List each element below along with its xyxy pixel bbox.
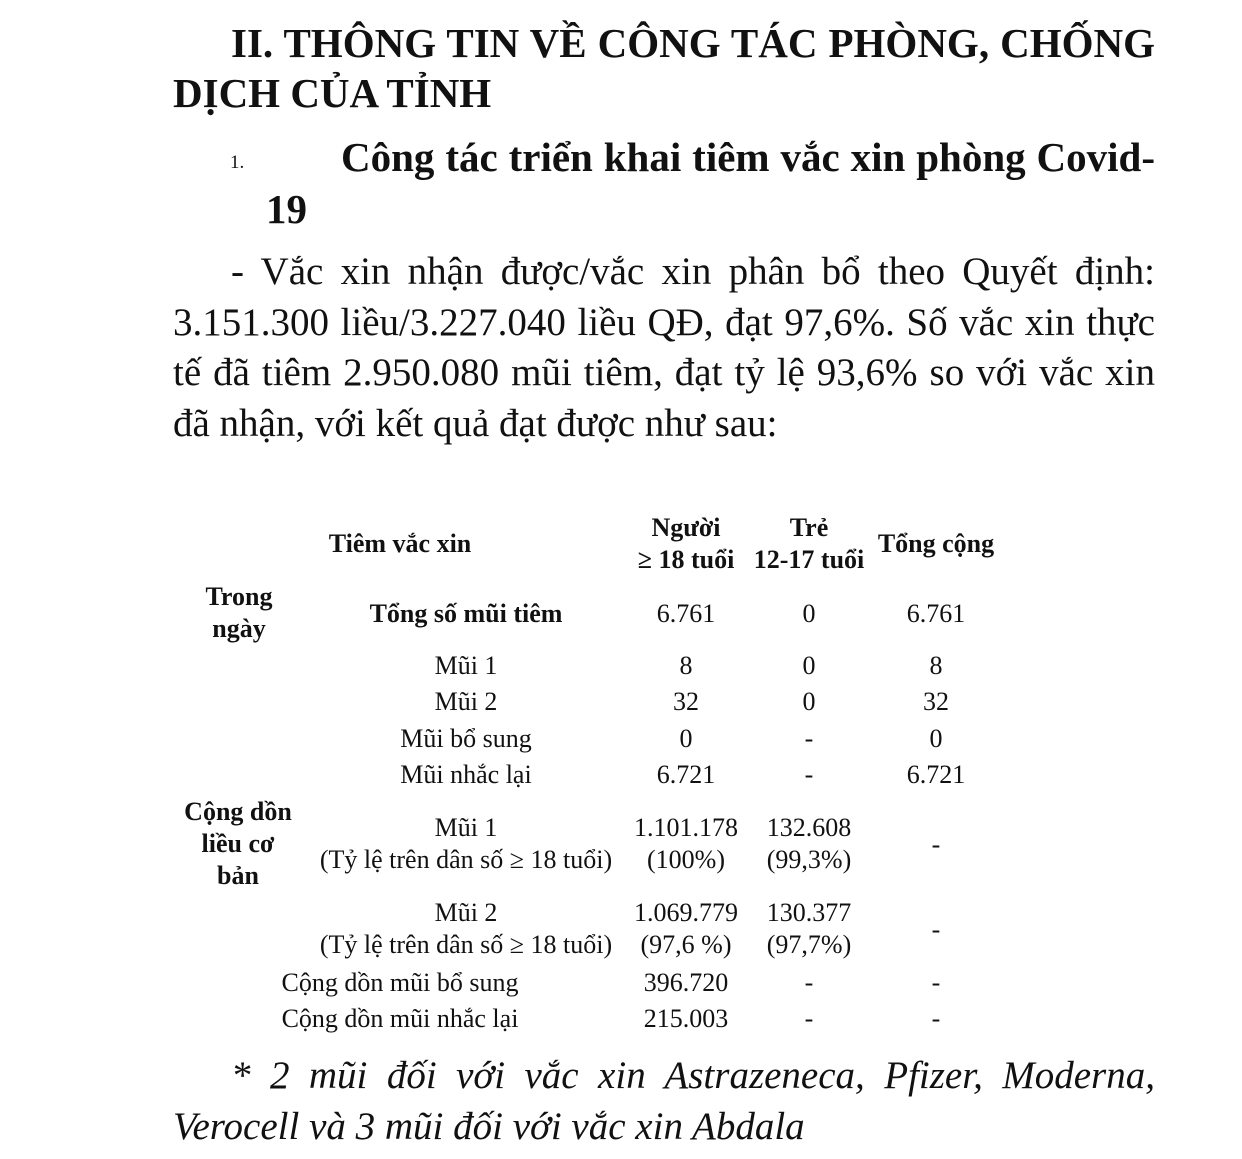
- cell-children-percent: (97,7%): [766, 930, 852, 959]
- cell-adults: 32: [673, 687, 699, 716]
- row-label: Cộng dồn mũi nhắc lại: [281, 1004, 519, 1033]
- cell-children-value: 130.377: [766, 898, 852, 927]
- header-children: [747, 512, 871, 576]
- cell-total: 6.721: [906, 760, 966, 789]
- cell-children-percent: (99,3%): [766, 845, 852, 874]
- cell-total: 8: [929, 651, 943, 680]
- row-label: [300, 812, 632, 876]
- group-cumulative-line3: bản: [217, 861, 259, 890]
- subsection-number: 1.: [230, 152, 245, 173]
- cell-adults: 396.720: [643, 968, 729, 997]
- row-label: Mũi nhắc lại: [400, 760, 532, 789]
- header-adults-line1: Người: [651, 513, 721, 542]
- cell-children: -: [804, 760, 814, 789]
- cell-adults: 215.003: [643, 1004, 729, 1033]
- group-cumulative-line2: liều cơ: [201, 829, 275, 858]
- cell-children: [747, 897, 871, 961]
- row-label-main: Mũi 2: [434, 898, 498, 927]
- group-in-day-line2: ngày: [212, 614, 266, 643]
- row-label: [300, 897, 632, 961]
- vaccine-note: * 2 mũi đối với vắc xin Astrazeneca, Pfizer, Moderna, Verocell và 3 mũi đối với vắc xin Abdala: [173, 1054, 1155, 1148]
- cell-adults: 6.761: [656, 599, 716, 628]
- header-adults: [623, 512, 749, 576]
- row-label: Mũi 1: [434, 651, 498, 680]
- row-label: Cộng dồn mũi bổ sung: [281, 968, 519, 997]
- cell-total: -: [931, 968, 941, 997]
- cell-children: -: [804, 1004, 814, 1033]
- header-children-line1: Trẻ: [789, 513, 829, 542]
- row-label-main: Mũi 1: [434, 813, 498, 842]
- row-label: Tổng số mũi tiêm: [369, 599, 563, 628]
- cell-adults: 0: [679, 724, 693, 753]
- cell-children: 0: [802, 651, 816, 680]
- cell-adults-percent: (100%): [647, 845, 725, 874]
- cell-children: 0: [802, 687, 816, 716]
- vaccine-summary-paragraph: - Vắc xin nhận được/vắc xin phân bổ theo Quyết định: 3.151.300 liều/3.227.040 liều QĐ, đạt 97,6%. Số vắc xin thực tế đã tiêm 2.950.080 mũi tiêm, đạt tỷ lệ 93,6% so với vắc xin đã nhận, với kết quả đạt được như sau:: [173, 250, 1155, 445]
- cell-children: -: [804, 724, 814, 753]
- cell-total: -: [931, 830, 941, 859]
- header-adults-line2: ≥ 18 tuổi: [637, 545, 735, 574]
- cell-children-value: 132.608: [766, 813, 852, 842]
- group-cumulative: [174, 796, 302, 892]
- row-label-sub: (Tỷ lệ trên dân số ≥ 18 tuổi): [319, 930, 613, 959]
- cell-total: 6.761: [906, 599, 966, 628]
- cell-children: 0: [802, 599, 816, 628]
- header-vaccine: Tiêm vắc xin: [328, 529, 472, 558]
- header-children-line2: 12-17 tuổi: [753, 545, 865, 574]
- subsection-heading: Công tác triển khai tiêm vắc xin phòng Covid-19: [266, 134, 1155, 232]
- row-label: Mũi bổ sung: [400, 724, 532, 753]
- cell-adults: [623, 812, 749, 876]
- cell-children: -: [804, 968, 814, 997]
- group-in-day: [180, 581, 298, 645]
- cell-total: -: [931, 1004, 941, 1033]
- cell-adults-value: 1.101.178: [634, 813, 738, 842]
- cell-adults-percent: (97,6 %): [640, 930, 732, 959]
- group-cumulative-line1: Cộng dồn: [184, 797, 292, 826]
- cell-children: [747, 812, 871, 876]
- header-total: Tổng cộng: [877, 529, 995, 558]
- cell-total: 0: [929, 724, 943, 753]
- cell-total: 32: [923, 687, 949, 716]
- row-label: Mũi 2: [434, 687, 498, 716]
- cell-adults-value: 1.069.779: [634, 898, 738, 927]
- cell-adults: 8: [679, 651, 693, 680]
- cell-total: -: [931, 915, 941, 944]
- group-in-day-line1: Trong: [205, 582, 273, 611]
- section-heading: II. THÔNG TIN VỀ CÔNG TÁC PHÒNG, CHỐNG DỊCH CỦA TỈNH: [173, 20, 1155, 116]
- row-label-sub: (Tỷ lệ trên dân số ≥ 18 tuổi): [319, 845, 613, 874]
- cell-adults: [623, 897, 749, 961]
- cell-adults: 6.721: [656, 760, 716, 789]
